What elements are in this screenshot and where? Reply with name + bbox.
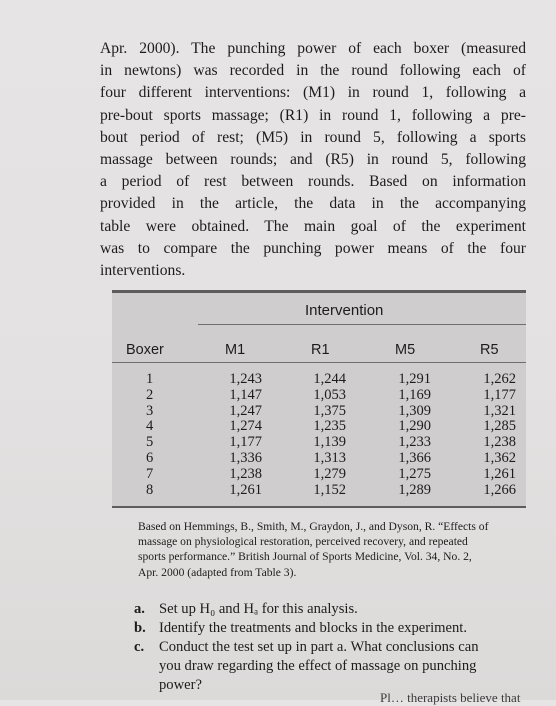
intervention-rule xyxy=(198,324,526,325)
question-text: you draw regarding the effect of massage on punching xyxy=(159,658,477,674)
column-header-m5: M5 xyxy=(395,342,416,358)
boxer-id: 2 xyxy=(146,386,154,403)
table-cell: 1,279 xyxy=(313,465,346,482)
table-cell: 1,177 xyxy=(483,386,516,403)
boxer-id: 6 xyxy=(146,449,154,466)
problem-paragraph xyxy=(100,38,526,282)
question-b xyxy=(134,619,526,638)
r1-column xyxy=(302,372,346,498)
question-text: power? xyxy=(159,677,202,693)
table-cell: 1,375 xyxy=(313,402,346,419)
table-cell: 1,274 xyxy=(229,418,262,435)
boxer-header: Boxer xyxy=(126,342,164,358)
question-label: a. xyxy=(134,601,145,617)
table-cell: 1,291 xyxy=(398,371,431,387)
table-cell: 1,147 xyxy=(229,386,262,403)
table-cell: 1,336 xyxy=(229,449,262,466)
table-cell: 1,233 xyxy=(398,434,431,451)
table-cell: 1,262 xyxy=(483,371,516,387)
table-cell: 1,289 xyxy=(398,481,431,498)
boxer-id: 1 xyxy=(146,371,154,387)
column-header-r5: R5 xyxy=(480,342,499,358)
table-cell: 1,290 xyxy=(398,418,431,435)
question-c xyxy=(134,638,526,695)
header-rule xyxy=(112,362,526,363)
table-cell: 1,275 xyxy=(398,465,431,482)
exercise-questions xyxy=(134,600,526,695)
boxer-id: 4 xyxy=(146,418,154,435)
paragraph-line: provided in the article, the data in the accompanying xyxy=(100,195,526,213)
data-table xyxy=(112,290,526,508)
column-header-m1: M1 xyxy=(225,342,246,358)
intervention-header: Intervention xyxy=(305,302,384,319)
citation-line: Apr. 2000 (adapted from Table 3). xyxy=(138,565,297,579)
table-cell: 1,238 xyxy=(229,465,262,482)
paragraph-line: in newtons) was recorded in the round following each of xyxy=(100,62,526,80)
table-cell: 1,177 xyxy=(229,434,262,451)
question-label: b. xyxy=(134,620,146,636)
table-bottom-rule xyxy=(112,506,526,508)
boxer-id: 8 xyxy=(146,481,154,498)
question-text: Identify the treatments and blocks in the experiment. xyxy=(159,620,467,636)
paragraph-line: table were obtained. The main goal of the experiment xyxy=(100,217,526,235)
r5-column xyxy=(472,372,516,498)
paragraph-line: bout period of rest; (M5) in round 5, following a sports xyxy=(100,128,526,146)
question-text: Set up H₀ and Hₐ for this analysis. xyxy=(159,601,358,617)
table-cell: 1,247 xyxy=(229,402,262,419)
table-cell: 1,261 xyxy=(229,481,262,498)
boxer-id: 3 xyxy=(146,402,154,419)
boxer-column xyxy=(146,372,153,498)
question-label: c. xyxy=(134,639,145,655)
column-header-r1: R1 xyxy=(311,342,330,358)
question-a xyxy=(134,600,526,619)
paragraph-line: interventions. xyxy=(100,261,186,279)
table-cell: 1,313 xyxy=(313,449,346,466)
table-cell: 1,243 xyxy=(229,371,262,387)
table-cell: 1,309 xyxy=(398,402,431,419)
table-cell: 1,244 xyxy=(313,371,346,387)
table-top-rule xyxy=(112,290,526,293)
paragraph-line: Apr. 2000). The punching power of each boxer (measured xyxy=(100,40,526,57)
question-text: Conduct the test set up in part a. What conclusions can xyxy=(159,639,479,655)
table-cell: 1,266 xyxy=(483,481,516,498)
table-cell: 1,139 xyxy=(313,434,346,451)
source-citation xyxy=(138,519,520,580)
citation-line: Based on Hemmings, B., Smith, M., Graydon, J., and Dyson, R. “Effects of xyxy=(138,520,489,533)
paragraph-line: a period of rest between rounds. Based on information xyxy=(100,173,526,191)
table-cell: 1,053 xyxy=(313,386,346,403)
table-cell: 1,235 xyxy=(313,418,346,435)
citation-line: massage on physiological restoration, perceived recovery, and repeated xyxy=(138,535,468,549)
boxer-id: 7 xyxy=(146,465,154,482)
table-cell: 1,362 xyxy=(483,449,516,466)
citation-line: sports performance.” British Journal of Sports Medicine, Vol. 34, No. 2, xyxy=(138,550,472,564)
table-cell: 1,261 xyxy=(483,465,516,482)
paragraph-line: four different interventions: (M1) in round 1, following a xyxy=(100,84,526,102)
paragraph-line: was to compare the punching power means of the four xyxy=(100,239,526,257)
table-cell: 1,321 xyxy=(483,402,516,419)
table-cell: 1,285 xyxy=(483,418,516,435)
paragraph-line: massage between rounds; and (R5) in round 5, following xyxy=(100,150,526,168)
paragraph-line: pre-bout sports massage; (R1) in round 1, following a pre- xyxy=(100,106,526,124)
table-cell: 1,366 xyxy=(398,449,431,466)
m1-column xyxy=(218,372,262,498)
cut-off-text: Pl… therapists believe that xyxy=(380,690,521,705)
table-cell: 1,152 xyxy=(313,481,346,498)
table-cell: 1,169 xyxy=(398,386,431,403)
m5-column xyxy=(387,372,431,498)
table-cell: 1,238 xyxy=(483,434,516,451)
boxer-id: 5 xyxy=(146,434,154,451)
